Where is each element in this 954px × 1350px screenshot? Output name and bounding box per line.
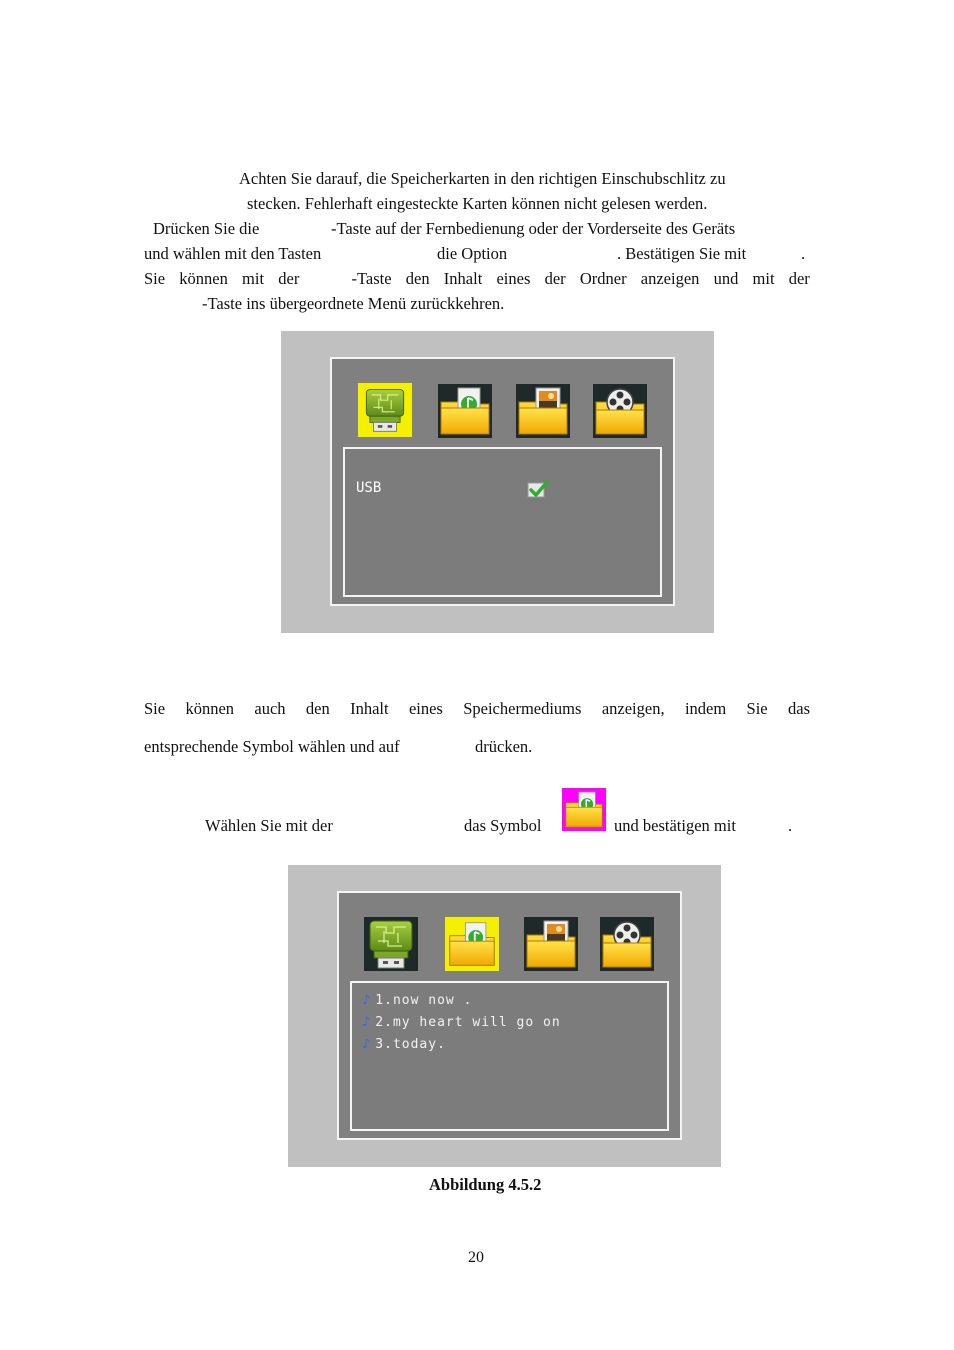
page-number: 20 <box>468 1249 484 1266</box>
usb-drive-icon[interactable] <box>364 917 418 971</box>
instruction-line-2d: . <box>801 244 806 263</box>
music-note-icon: ♪ <box>362 1015 372 1030</box>
instruction-line-2b: die Option <box>437 244 508 263</box>
usb-label[interactable]: USB <box>356 480 382 496</box>
para2-line-2a: entsprechende Symbol wählen und auf <box>144 737 400 756</box>
step-text-d: . <box>788 816 793 835</box>
movie-folder-icon[interactable] <box>600 917 654 971</box>
para2-line-2b: drücken. <box>475 737 533 756</box>
music-folder-symbol-icon <box>562 788 606 831</box>
instruction-line-3: Sie können mit der -Taste den Inhalt eines der Ordner anzeigen und mit der <box>144 269 810 288</box>
usb-drive-icon[interactable] <box>358 383 412 437</box>
music-folder-icon[interactable] <box>445 917 499 971</box>
screenshot-2 <box>288 865 721 1167</box>
music-note-icon: ♪ <box>362 1037 372 1052</box>
step-text-b: das Symbol <box>464 816 542 835</box>
instruction-line-4: -Taste ins übergeordnete Menü zurückkehren. <box>202 294 505 313</box>
track-list-panel <box>350 981 669 1131</box>
track-item-2[interactable]: ♪ 2.my heart will go on <box>362 1015 561 1030</box>
movie-folder-icon[interactable] <box>593 384 647 438</box>
music-folder-icon[interactable] <box>438 384 492 438</box>
note-line-2: stecken. Fehlerhaft eingesteckte Karten können nicht gelesen werden. <box>247 194 708 213</box>
instruction-line-2c: . Bestätigen Sie mit <box>617 244 747 263</box>
photo-folder-icon[interactable] <box>524 917 578 971</box>
track-item-3[interactable]: ♪ 3.today. <box>362 1037 446 1052</box>
music-note-icon: ♪ <box>362 993 372 1008</box>
screenshot-1 <box>281 331 714 633</box>
instruction-line-2a: und wählen mit den Tasten <box>144 244 322 263</box>
note-line-1: Achten Sie darauf, die Speicherkarten in den richtigen Einschubschlitz zu <box>239 169 726 188</box>
device-list-panel <box>343 447 662 597</box>
para2-line-1: Sie können auch den Inhalt eines Speichermediums anzeigen, indem Sie das <box>144 699 810 718</box>
step-text-c: und bestätigen mit <box>614 816 736 835</box>
osd-frame <box>330 357 675 606</box>
track-item-1[interactable]: ♪ 1.now now . <box>362 993 473 1008</box>
photo-folder-icon[interactable] <box>516 384 570 438</box>
figure-caption: Abbildung 4.5.2 <box>429 1175 542 1194</box>
instruction-line-1a: Drücken Sie die <box>153 219 260 238</box>
osd-frame-2 <box>337 891 682 1140</box>
instruction-line-1b: -Taste auf der Fernbedienung oder der Vorderseite des Geräts <box>331 219 736 238</box>
checkmark-icon <box>527 479 549 499</box>
step-text-a: Wählen Sie mit der <box>205 816 333 835</box>
